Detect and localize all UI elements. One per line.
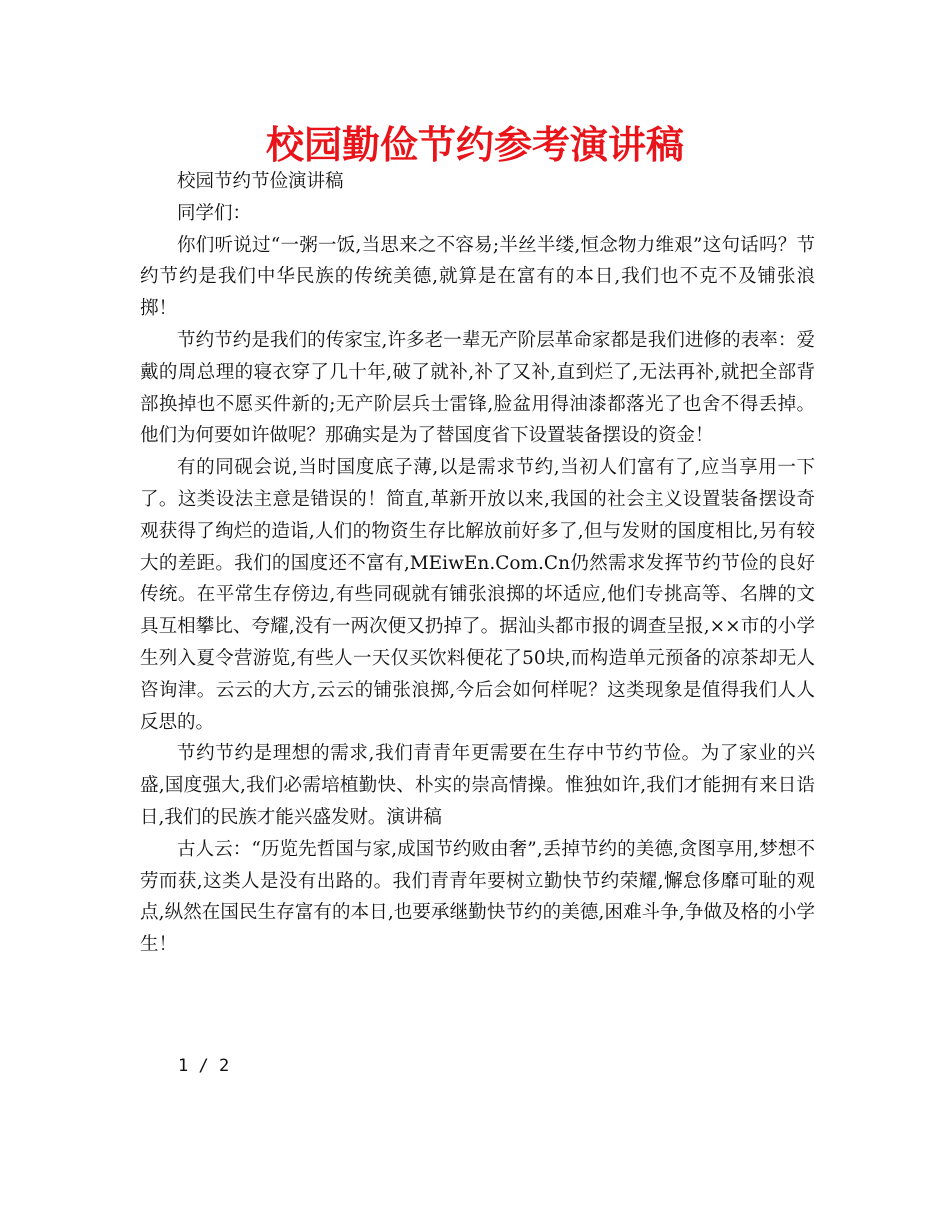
paragraph: 有的同砚会说,当时国度底子薄,以是需求节约,当初人们富有了,应当享用一下了。这类设法主意是错误的！简直,革新开放以来,我国的社会主义设置装备摆设奇观获得了绚烂的造诣,人们的物资生存比解放前好多了,但与发财的国度相比,另有较大的差距。我们的国度还不富有,MEiwEn.Com.Cn仍然需求发挥节约节俭的良好传统。在平常生存傍边,有些同砚就有铺张浪掷的坏适应,他们专挑高等、名牌的文具互相攀比、夸耀,没有一两次便又扔掉了。据汕头都市报的调查呈报,××市的小学生列入夏令营游览,有些人一天仅买饮料便花了50块,而构造单元预备的凉茶却无人咨询津。云云的大方,云云的铺张浪掷,今后会如何样呢？这类现象是值得我们人人反思的。 [140,457,815,733]
document-body [140,166,815,961]
paragraph: 古人云：“历览先哲国与家,成国节约败由奢”,丢掉节约的美德,贪图享用,梦想不劳而获,这类人是没有出路的。我们青青年要树立勤快节约荣耀,懈怠侈靡可耻的观点,纵然在国民生存富有的本日,也要承继勤快节约的美德,困难斗争,争做及格的小学生！ [140,838,815,956]
paragraph: 节约节约是我们的传家宝,许多老一辈无产阶层革命家都是我们进修的表率：爱戴的周总理的寝衣穿了几十年,破了就补,补了又补,直到烂了,无法再补,就把全部背部换掉也不愿买件新的;无产阶层兵士雷锋,脸盆用得油漆都落光了也舍不得丢掉。他们为何要如许做呢？那确实是为了替国度省下设置装备摆设的资金！ [140,329,815,447]
subtitle-line: 校园节约节俭演讲稿 [177,171,344,192]
document-title: 校园勤俭节约参考演讲稿 [265,122,684,167]
page-indicator: 1 / 2 [178,1056,230,1076]
paragraph: 你们听说过“一粥一饭,当思来之不容易;半丝半缕,恒念物力维艰”这句话吗？节约节约是我们中华民族的传统美德,就算是在富有的本日,我们也不克不及铺张浪掷！ [140,234,815,320]
paragraph: 节约节约是理想的需求,我们青青年更需要在生存中节约节俭。为了家业的兴盛,国度强大,我们必需培植勤快、朴实的崇高情操。惟独如许,我们才能拥有来日诰日,我们的民族才能兴盛发财。演讲稿 [140,743,815,828]
greeting-line: 同学们： [177,202,252,224]
